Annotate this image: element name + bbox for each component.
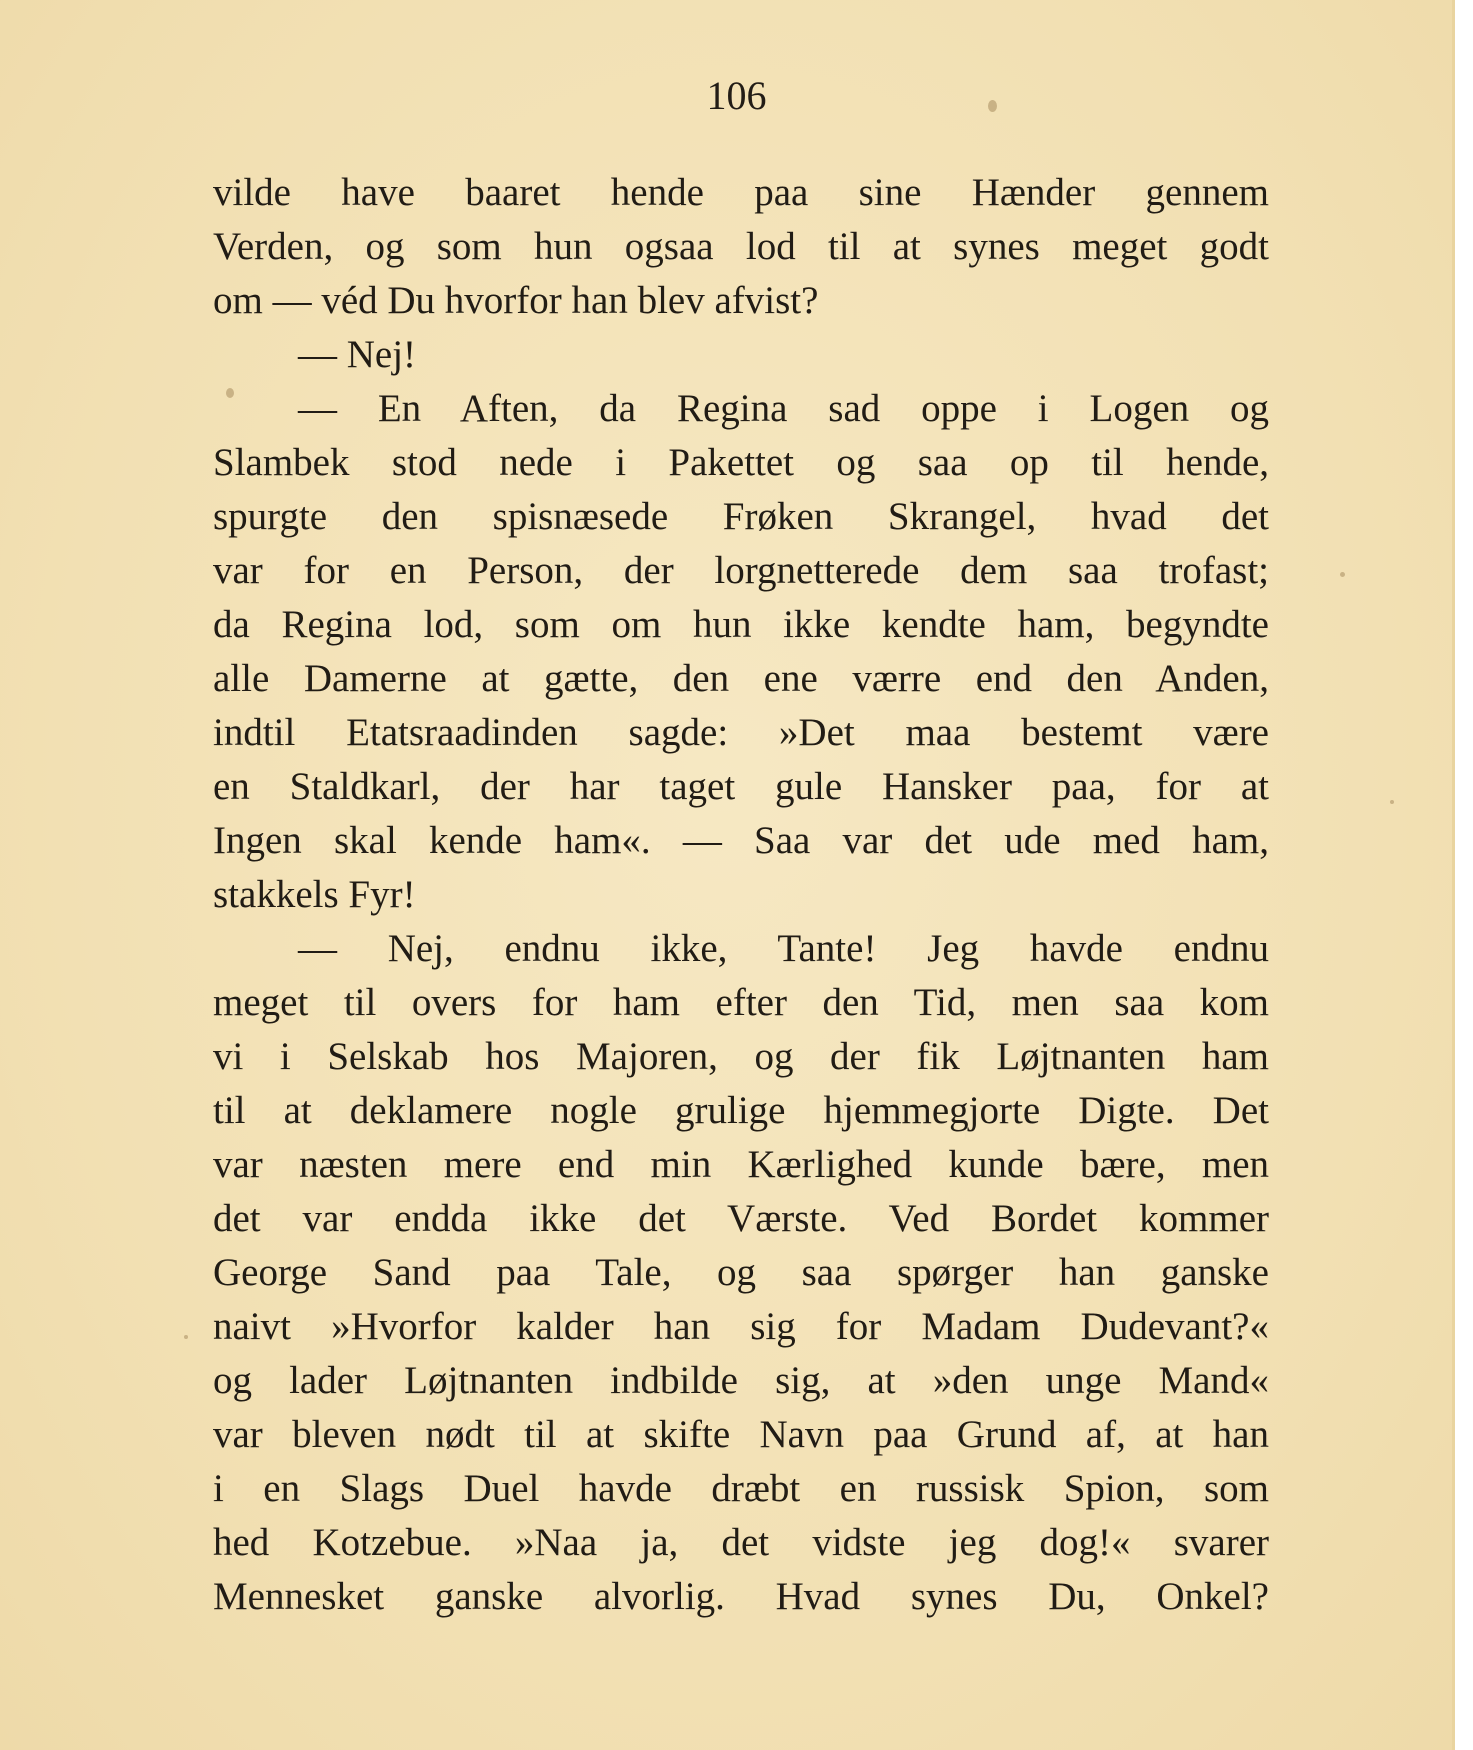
text-line: var næsten mere end min Kærlighed kunde bære, men [213,1143,1269,1186]
paper-speck [1340,572,1345,577]
text-line: George Sand paa Tale, og saa spørger han ganske [213,1251,1269,1294]
text-line: — Nej! [298,333,417,376]
text-line: en Staldkarl, der har taget gule Hansker paa, for at [213,765,1269,808]
text-line: vilde have baaret hende paa sine Hænder gennem [213,171,1269,214]
text-line: Slambek stod nede i Pakettet og saa op til hende, [213,441,1269,484]
text-line: indtil Etatsraadinden sagde: »Det maa bestemt være [213,711,1269,754]
text-line: da Regina lod, som om hun ikke kendte ham, begyndte [213,603,1269,646]
text-line: stakkels Fyr! [213,873,416,916]
text-line: meget til overs for ham efter den Tid, men saa kom [213,981,1269,1024]
text-line: vi i Selskab hos Majoren, og der fik Løjtnanten ham [213,1035,1269,1078]
text-line: og lader Løjtnanten indbilde sig, at »den unge Mand« [213,1359,1269,1402]
text-line: i en Slags Duel havde dræbt en russisk Spion, som [213,1467,1269,1510]
text-line: spurgte den spisnæsede Frøken Skrangel, hvad det [213,495,1269,538]
text-line: — En Aften, da Regina sad oppe i Logen og [298,387,1269,430]
text-line: alle Damerne at gætte, den ene værre end den Anden, [213,657,1269,700]
text-line: om — véd Du hvorfor han blev afvist? [213,279,819,322]
text-line: Mennesket ganske alvorlig. Hvad synes Du, Onkel? [213,1575,1269,1618]
text-line: til at deklamere nogle grulige hjemmegjorte Digte. Det [213,1089,1269,1132]
paper-speck [184,1335,188,1339]
text-line: var bleven nødt til at skifte Navn paa Grund af, at han [213,1413,1269,1456]
text-line: det var endda ikke det Værste. Ved Bordet kommer [213,1197,1269,1240]
text-line: Verden, og som hun ogsaa lod til at synes meget godt [213,225,1269,268]
body-text [213,166,1269,1624]
paper-speck [1390,800,1394,804]
text-line: naivt »Hvorfor kalder han sig for Madam Dudevant?« [213,1305,1269,1348]
text-line: — Nej, endnu ikke, Tante! Jeg havde endnu [298,927,1269,970]
text-line: var for en Person, der lorgnetterede dem saa trofast; [213,549,1269,592]
page-number: 106 [706,73,767,118]
text-line: Ingen skal kende ham«. — Saa var det ude med ham, [213,819,1269,862]
text-line: hed Kotzebue. »Naa ja, det vidste jeg dog!« svarer [213,1521,1269,1564]
